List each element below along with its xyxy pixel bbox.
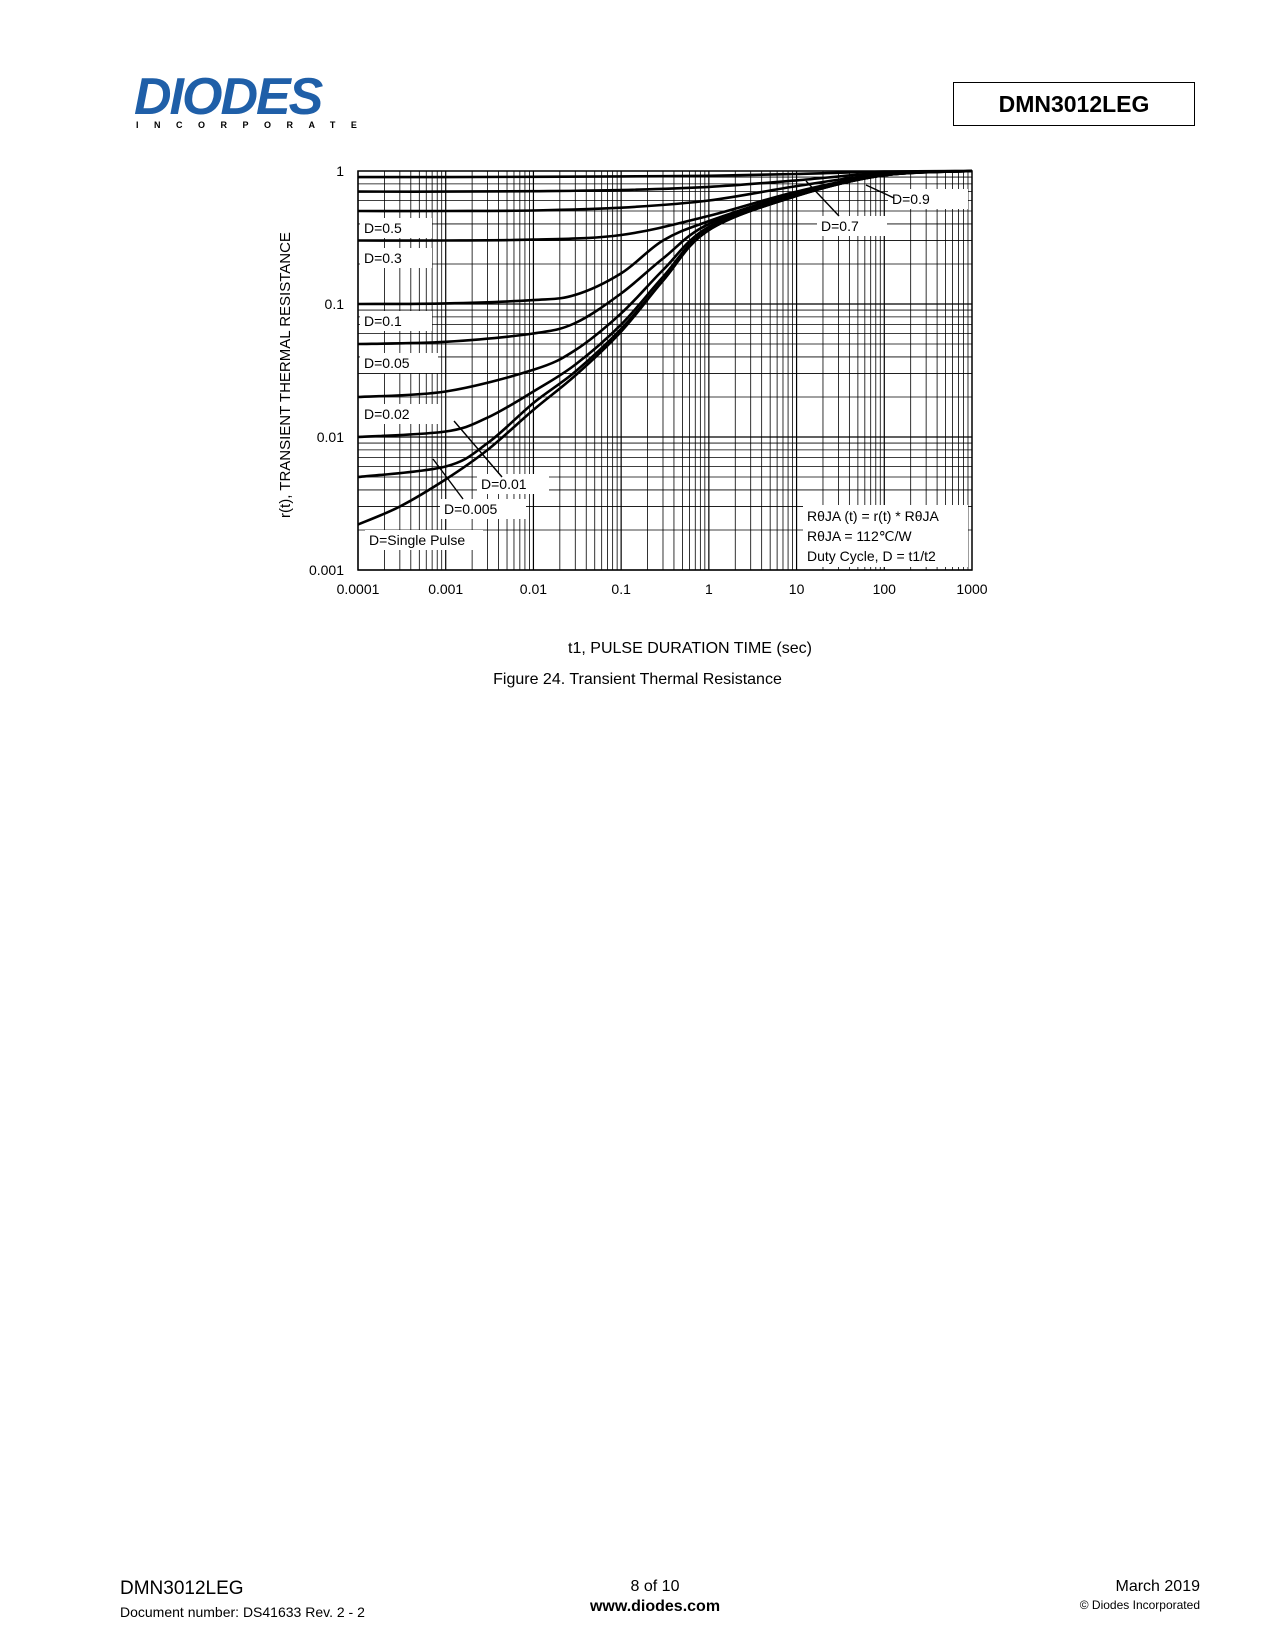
figure-caption: Figure 24. Transient Thermal Resistance xyxy=(493,671,782,688)
footer-date: March 2019 xyxy=(1115,1578,1200,1595)
label-d-0-5: D=0.5 xyxy=(364,220,402,236)
x-tick-label: 1000 xyxy=(956,581,988,597)
y-tick-label: 1 xyxy=(336,165,344,179)
x-tick-label: 0.0001 xyxy=(336,581,380,597)
x-tick-label: 10 xyxy=(788,581,805,597)
label-d-0-1: D=0.1 xyxy=(364,313,402,329)
x-tick-label: 100 xyxy=(872,581,896,597)
label-d-0-01: D=0.01 xyxy=(481,476,527,492)
y-tick-label: 0.01 xyxy=(316,429,344,445)
part-number: DMN3012LEG xyxy=(998,90,1150,117)
label-d-single-pulse: D=Single Pulse xyxy=(369,532,466,548)
annotation-line-3: Duty Cycle, D = t1/t2 xyxy=(807,548,936,564)
label-d-0-005: D=0.005 xyxy=(444,501,498,517)
footer-url[interactable]: www.diodes.com xyxy=(589,1598,721,1615)
annotation-line-1: RθJA (t) = r(t) * RθJA xyxy=(807,508,939,524)
x-tick-label: 0.1 xyxy=(611,581,631,597)
label-d-0-05: D=0.05 xyxy=(364,355,410,371)
footer-copyright: © Diodes Incorporated xyxy=(1079,1598,1200,1612)
label-d-0-9: D=0.9 xyxy=(892,191,930,207)
y-axis-label: r(t), TRANSIENT THERMAL RESISTANCE xyxy=(277,232,294,518)
logo-wordmark: DIODES xyxy=(134,70,322,126)
diodes-logo xyxy=(134,70,364,130)
label-d-0-7: D=0.7 xyxy=(821,218,859,234)
x-tick-label: 0.001 xyxy=(428,581,464,597)
y-tick-label: 0.1 xyxy=(324,296,344,312)
footer-page: 8 of 10 xyxy=(630,1578,680,1595)
footer-doc-number: Document number: DS41633 Rev. 2 - 2 xyxy=(120,1604,365,1620)
annotation-line-2: RθJA = 112℃/W xyxy=(807,528,912,544)
part-number-box xyxy=(953,82,1195,126)
y-tick-label: 0.001 xyxy=(308,562,344,578)
footer-part: DMN3012LEG xyxy=(120,1578,244,1599)
transient-thermal-chart xyxy=(270,165,1050,660)
x-axis-label: t1, PULSE DURATION TIME (sec) xyxy=(568,640,812,657)
x-tick-label: 0.01 xyxy=(519,581,548,597)
x-tick-label: 1 xyxy=(704,581,713,597)
label-d-0-02: D=0.02 xyxy=(364,406,410,422)
logo-subtext: INCORPORAT xyxy=(136,120,351,130)
label-d-0-3: D=0.3 xyxy=(364,250,402,266)
